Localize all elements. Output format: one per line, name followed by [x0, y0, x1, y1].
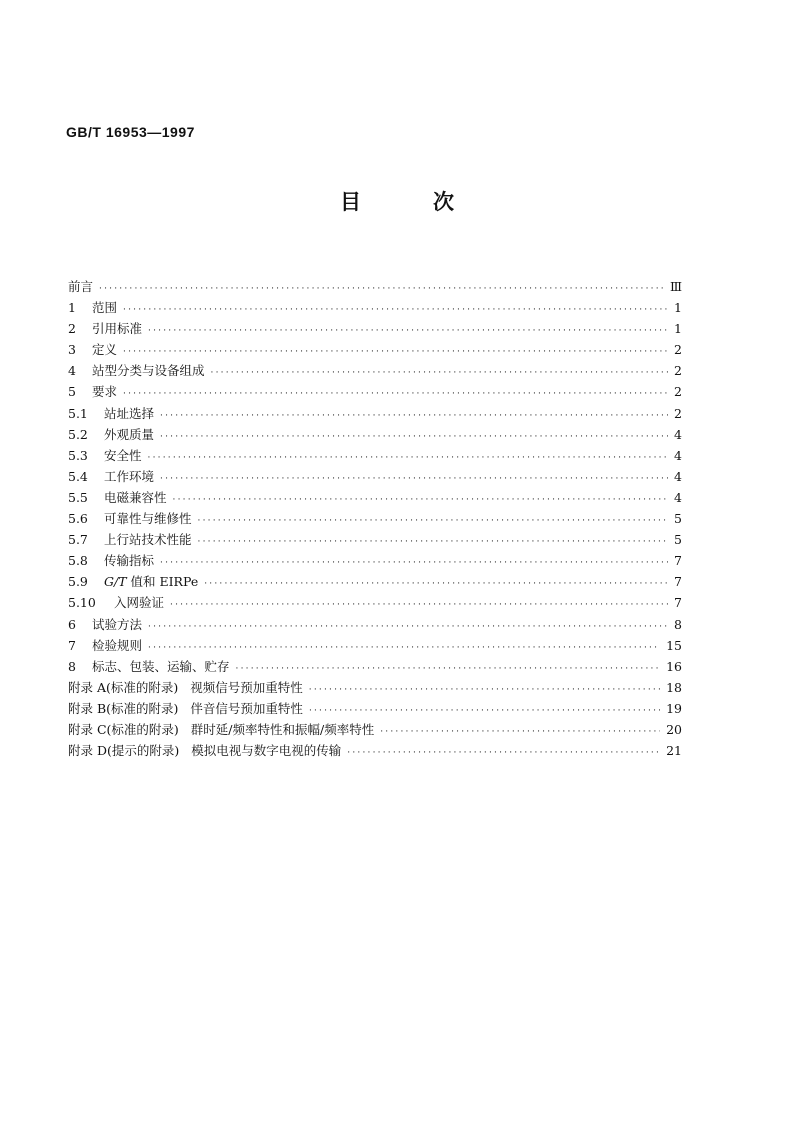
toc-entry[interactable] — [68, 424, 682, 445]
toc-number: 4 — [68, 363, 76, 379]
toc-page: 21 — [666, 743, 682, 759]
dot-leader — [380, 722, 660, 743]
toc-number: 6 — [68, 616, 76, 632]
toc-page: 20 — [666, 721, 682, 737]
table-of-contents — [68, 276, 682, 761]
toc-label: 电磁兼容性 — [104, 489, 167, 505]
toc-number: 5.3 — [68, 447, 88, 463]
toc-page: 18 — [666, 679, 682, 695]
toc-number: 5.1 — [68, 405, 88, 421]
toc-page: 4 — [674, 447, 682, 463]
title-char-2: 次 — [433, 190, 454, 214]
toc-entry[interactable] — [68, 635, 682, 656]
toc-label: 安全性 — [104, 447, 142, 463]
toc-entry[interactable] — [68, 487, 682, 508]
toc-label: 工作环境 — [104, 468, 155, 484]
toc-page: 1 — [674, 300, 682, 316]
toc-entry[interactable] — [68, 466, 682, 487]
toc-label: 模拟电视与数字电视的传输 — [191, 743, 342, 759]
toc-entry[interactable] — [68, 381, 682, 402]
dot-leader — [160, 406, 668, 427]
toc-label: 试验方法 — [92, 616, 143, 632]
dot-leader — [347, 743, 660, 764]
dot-leader — [99, 279, 664, 300]
toc-page: 19 — [666, 700, 682, 716]
toc-page: 2 — [674, 405, 682, 421]
toc-label: 入网验证 — [114, 595, 165, 611]
dot-leader — [123, 384, 668, 405]
dot-leader — [160, 469, 668, 490]
toc-entry[interactable] — [68, 656, 682, 677]
toc-number: 8 — [68, 658, 76, 674]
toc-number: 附录 B(标准的附录) — [68, 700, 179, 716]
toc-entry[interactable] — [68, 571, 682, 592]
toc-label: 外观质量 — [104, 426, 155, 442]
dot-leader — [160, 553, 668, 574]
toc-page: 5 — [674, 511, 682, 527]
toc-entry[interactable] — [68, 403, 682, 424]
toc-label — [104, 571, 198, 592]
toc-label-rest: 值和 EIRPe — [126, 574, 199, 590]
toc-number: 5.10 — [68, 595, 96, 611]
toc-entry[interactable] — [68, 592, 682, 613]
toc-number: 5.8 — [68, 553, 88, 569]
toc-entry-appendix-b[interactable] — [68, 698, 682, 719]
dot-leader — [160, 427, 668, 448]
toc-entry[interactable] — [68, 508, 682, 529]
toc-page: 2 — [674, 342, 682, 358]
toc-entry[interactable] — [68, 550, 682, 571]
toc-number: 5.7 — [68, 532, 88, 548]
toc-number: 1 — [68, 300, 76, 316]
toc-entry-foreword[interactable] — [68, 276, 682, 297]
dot-leader — [211, 363, 668, 384]
toc-entry[interactable] — [68, 360, 682, 381]
toc-label: 检验规则 — [92, 637, 143, 653]
toc-page: 4 — [674, 489, 682, 505]
toc-page: 4 — [674, 426, 682, 442]
toc-number: 2 — [68, 321, 76, 337]
dot-leader — [148, 321, 668, 342]
toc-number: 3 — [68, 342, 76, 358]
toc-number: 5.6 — [68, 511, 88, 527]
dot-leader — [123, 300, 668, 321]
toc-number: 附录 D(提示的附录) — [68, 743, 180, 759]
dot-leader — [148, 617, 668, 638]
toc-entry[interactable] — [68, 529, 682, 550]
toc-number: 附录 A(标准的附录) — [68, 679, 179, 695]
toc-label: 群时延/频率特性和振幅/频率特性 — [190, 721, 375, 737]
toc-number: 7 — [68, 637, 76, 653]
toc-page: 16 — [666, 658, 682, 674]
toc-label: 引用标准 — [92, 321, 143, 337]
toc-entry[interactable] — [68, 297, 682, 318]
toc-number: 5 — [68, 384, 76, 400]
toc-label-italic: G/T — [104, 574, 127, 590]
toc-entry-appendix-c[interactable] — [68, 719, 682, 740]
toc-page: 2 — [674, 384, 682, 400]
toc-page: 1 — [674, 321, 682, 337]
toc-label: 上行站技术性能 — [104, 532, 192, 548]
toc-entry[interactable] — [68, 339, 682, 360]
dot-leader — [198, 511, 668, 532]
toc-label: 站址选择 — [104, 405, 155, 421]
toc-label: 视频信号预加重特性 — [190, 679, 303, 695]
toc-label: 标志、包装、运输、贮存 — [92, 658, 230, 674]
toc-page: 2 — [674, 363, 682, 379]
toc-page: 8 — [674, 616, 682, 632]
toc-label: 站型分类与设备组成 — [92, 363, 205, 379]
page-title — [0, 186, 794, 216]
toc-label: 前言 — [68, 279, 94, 294]
toc-page: 7 — [674, 553, 682, 569]
toc-number: 5.2 — [68, 426, 88, 442]
dot-leader — [309, 680, 660, 701]
toc-label: 可靠性与维修性 — [104, 511, 192, 527]
dot-leader — [148, 448, 668, 469]
toc-page: Ⅲ — [669, 279, 682, 294]
toc-page: 15 — [666, 637, 682, 653]
toc-entry[interactable] — [68, 445, 682, 466]
toc-number: 5.9 — [68, 574, 88, 590]
toc-entry[interactable] — [68, 614, 682, 635]
toc-page: 5 — [674, 532, 682, 548]
dot-leader — [198, 532, 668, 553]
dot-leader — [123, 342, 668, 363]
toc-label: 传输指标 — [104, 553, 155, 569]
standard-code: GB/T 16953—1997 — [66, 124, 195, 140]
toc-label: 伴音信号预加重特性 — [190, 700, 303, 716]
toc-page: 7 — [674, 574, 682, 590]
dot-leader — [204, 574, 668, 595]
toc-number: 5.5 — [68, 489, 88, 505]
toc-label: 范围 — [92, 300, 118, 316]
toc-page: 7 — [674, 595, 682, 611]
dot-leader — [170, 595, 668, 616]
dot-leader — [173, 490, 668, 511]
toc-number: 5.4 — [68, 468, 88, 484]
toc-entry-appendix-d[interactable] — [68, 740, 682, 761]
toc-label: 定义 — [92, 342, 118, 358]
title-char-1: 目 — [340, 190, 361, 214]
toc-entry-appendix-a[interactable] — [68, 677, 682, 698]
toc-entry[interactable] — [68, 318, 682, 339]
toc-label: 要求 — [92, 384, 118, 400]
toc-page: 4 — [674, 468, 682, 484]
toc-number: 附录 C(标准的附录) — [68, 721, 179, 737]
